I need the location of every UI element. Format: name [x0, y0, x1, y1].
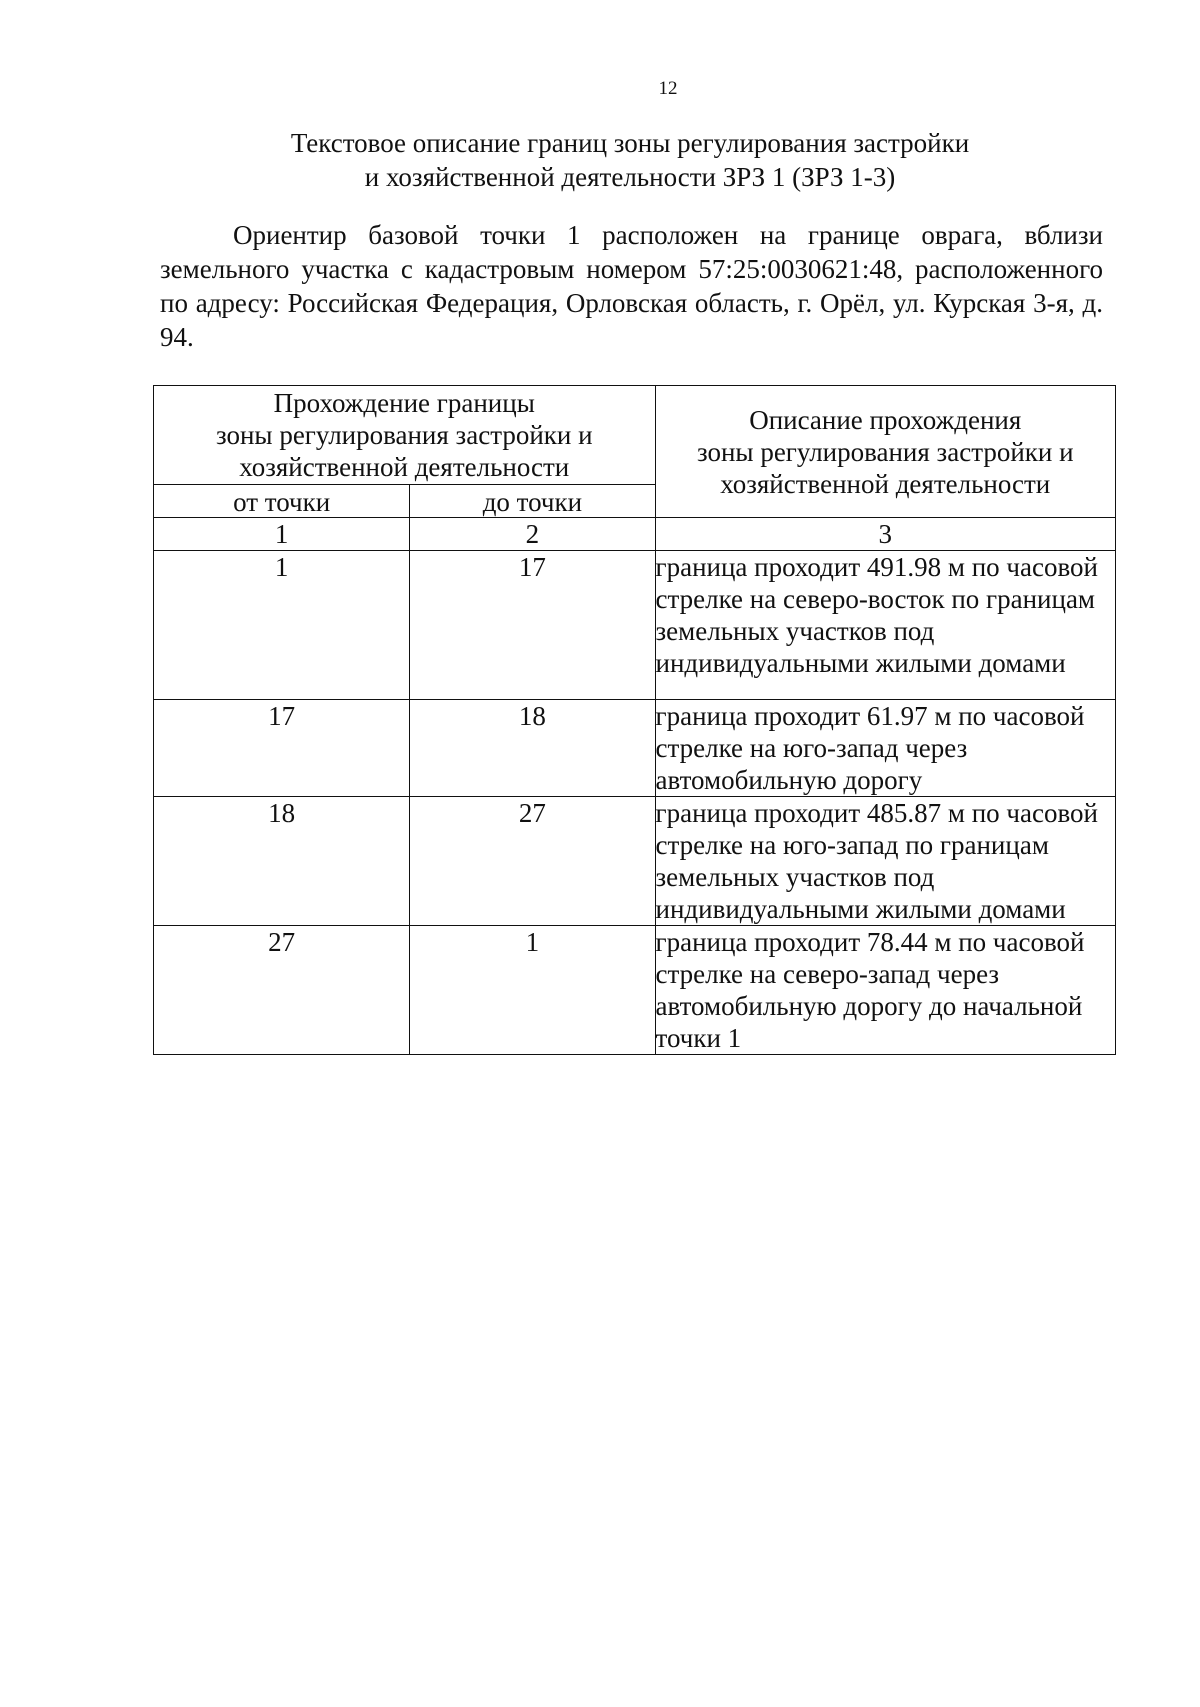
- header-description: [655, 386, 1115, 518]
- column-number: 2: [410, 518, 655, 551]
- column-number-row: [154, 518, 1116, 551]
- description-cell: граница проходит 485.87 м по часовой стрелке на юго-запад по границам земельных участков под индивидуальными жилыми домами: [655, 797, 1115, 926]
- header-from-point: от точки: [154, 485, 410, 518]
- description-cell: граница проходит 78.44 м по часовой стрелке на северо-запад через автомобильную дорогу до начальной точки 1: [655, 926, 1115, 1055]
- table-row: [154, 926, 1116, 1055]
- description-cell: граница проходит 61.97 м по часовой стрелке на юго-запад через автомобильную дорогу: [655, 700, 1115, 797]
- from-point-cell: 17: [154, 700, 410, 797]
- column-number: 1: [154, 518, 410, 551]
- page-number: 12: [658, 78, 678, 99]
- to-point-cell: 18: [410, 700, 655, 797]
- to-point-cell: 17: [410, 551, 655, 700]
- table-row: [154, 797, 1116, 926]
- header-row: [154, 386, 1116, 485]
- to-point-cell: 27: [410, 797, 655, 926]
- header-group-line-3: хозяйственной деятельности: [239, 452, 570, 482]
- header-desc-line-3: хозяйственной деятельности: [720, 468, 1051, 499]
- header-desc-line-1: Описание прохождения: [749, 404, 1022, 435]
- header-group-line-1: Прохождение границы: [273, 388, 535, 418]
- title-line-2: и хозяйственной деятельности ЗРЗ 1 (ЗРЗ 1-3): [364, 162, 896, 192]
- title-line-1: Текстовое описание границ зоны регулирования застройки: [290, 128, 970, 158]
- from-point-cell: 1: [154, 551, 410, 700]
- header-group-line-2: зоны регулирования застройки и: [215, 420, 593, 450]
- table-row: [154, 551, 1116, 700]
- to-point-cell: 1: [410, 926, 655, 1055]
- header-desc-line-2: зоны регулирования застройки и: [696, 436, 1074, 467]
- column-number: 3: [655, 518, 1115, 551]
- header-to-point: до точки: [410, 485, 655, 518]
- document-title: [150, 126, 1110, 194]
- description-cell: граница проходит 491.98 м по часовой стрелке на северо-восток по границам земельных участков под индивидуальными жилыми домами: [655, 551, 1115, 700]
- header-boundary-passage: [154, 386, 656, 485]
- intro-paragraph: Ориентир базовой точки 1 расположен на границе оврага, вблизи земельного участка с кадастровым номером 57:25:0030621:48, расположенного по адресу: Российская Федерация, Орловская область, г. Орёл, ул. Курская 3-я, д. 94.: [160, 220, 1103, 352]
- boundary-table: [153, 385, 1116, 1055]
- from-point-cell: 27: [154, 926, 410, 1055]
- from-point-cell: 18: [154, 797, 410, 926]
- table-row: [154, 700, 1116, 797]
